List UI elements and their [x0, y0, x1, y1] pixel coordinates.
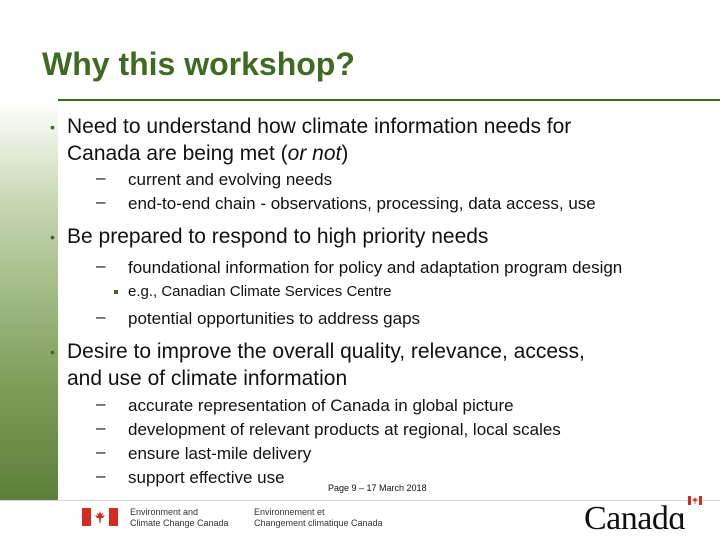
bullet-3-sub-2: development of relevant products at regional, local scales: [128, 420, 561, 439]
bullet-2-sub-2: potential opportunities to address gaps: [128, 309, 421, 328]
bullet-3-line-2: and use of climate information: [67, 367, 348, 390]
department-name-fr: Environnement et Changement climatique Canada: [254, 507, 383, 528]
bullet-2-sub-1: foundational information for policy and adaptation program design: [128, 258, 623, 277]
department-name-en: Environment and Climate Change Canada: [130, 507, 229, 528]
page-label: Page 9 – 17 March 2018: [328, 483, 427, 493]
slide-title: Why this workshop?: [42, 46, 355, 82]
bullet-icon: •: [50, 119, 55, 135]
maple-leaf-icon: [95, 511, 105, 523]
wordmark-flag-icon: [688, 496, 702, 505]
canada-flag-icon: [82, 508, 118, 526]
dash-icon: –: [96, 256, 106, 275]
bullet-1-sub-1: current and evolving needs: [128, 170, 333, 189]
dash-icon: –: [96, 394, 106, 413]
bullet-1-line-1: Need to understand how climate information needs for: [67, 115, 572, 138]
dash-icon: –: [96, 466, 106, 485]
dash-icon: –: [96, 418, 106, 437]
bullet-2-subsub: e.g., Canadian Climate Services Centre: [128, 283, 392, 300]
bullet-3-sub-4: support effective use: [128, 468, 285, 487]
dash-icon: –: [96, 442, 106, 461]
bullet-1-sub-2: end-to-end chain - observations, processing, data access, use: [128, 194, 596, 213]
bullet-2-line-1: Be prepared to respond to high priority needs: [67, 225, 489, 248]
dash-icon: –: [96, 307, 106, 326]
bullet-3-line-1: Desire to improve the overall quality, relevance, access,: [67, 340, 585, 363]
dash-icon: –: [96, 192, 106, 211]
bullet-3-sub-3: ensure last-mile delivery: [128, 444, 312, 463]
bullet-3-sub-1: accurate representation of Canada in global picture: [128, 396, 514, 415]
left-decorative-bar: [0, 100, 58, 500]
dash-icon: –: [96, 168, 106, 187]
square-bullet-icon: [114, 290, 118, 294]
title-rule: [58, 99, 720, 101]
canada-wordmark: Canadɑ: [584, 500, 686, 537]
bullet-icon: •: [50, 229, 55, 245]
bullet-1-line-2: Canada are being met (or not): [67, 142, 349, 165]
bullet-icon: •: [50, 344, 55, 360]
